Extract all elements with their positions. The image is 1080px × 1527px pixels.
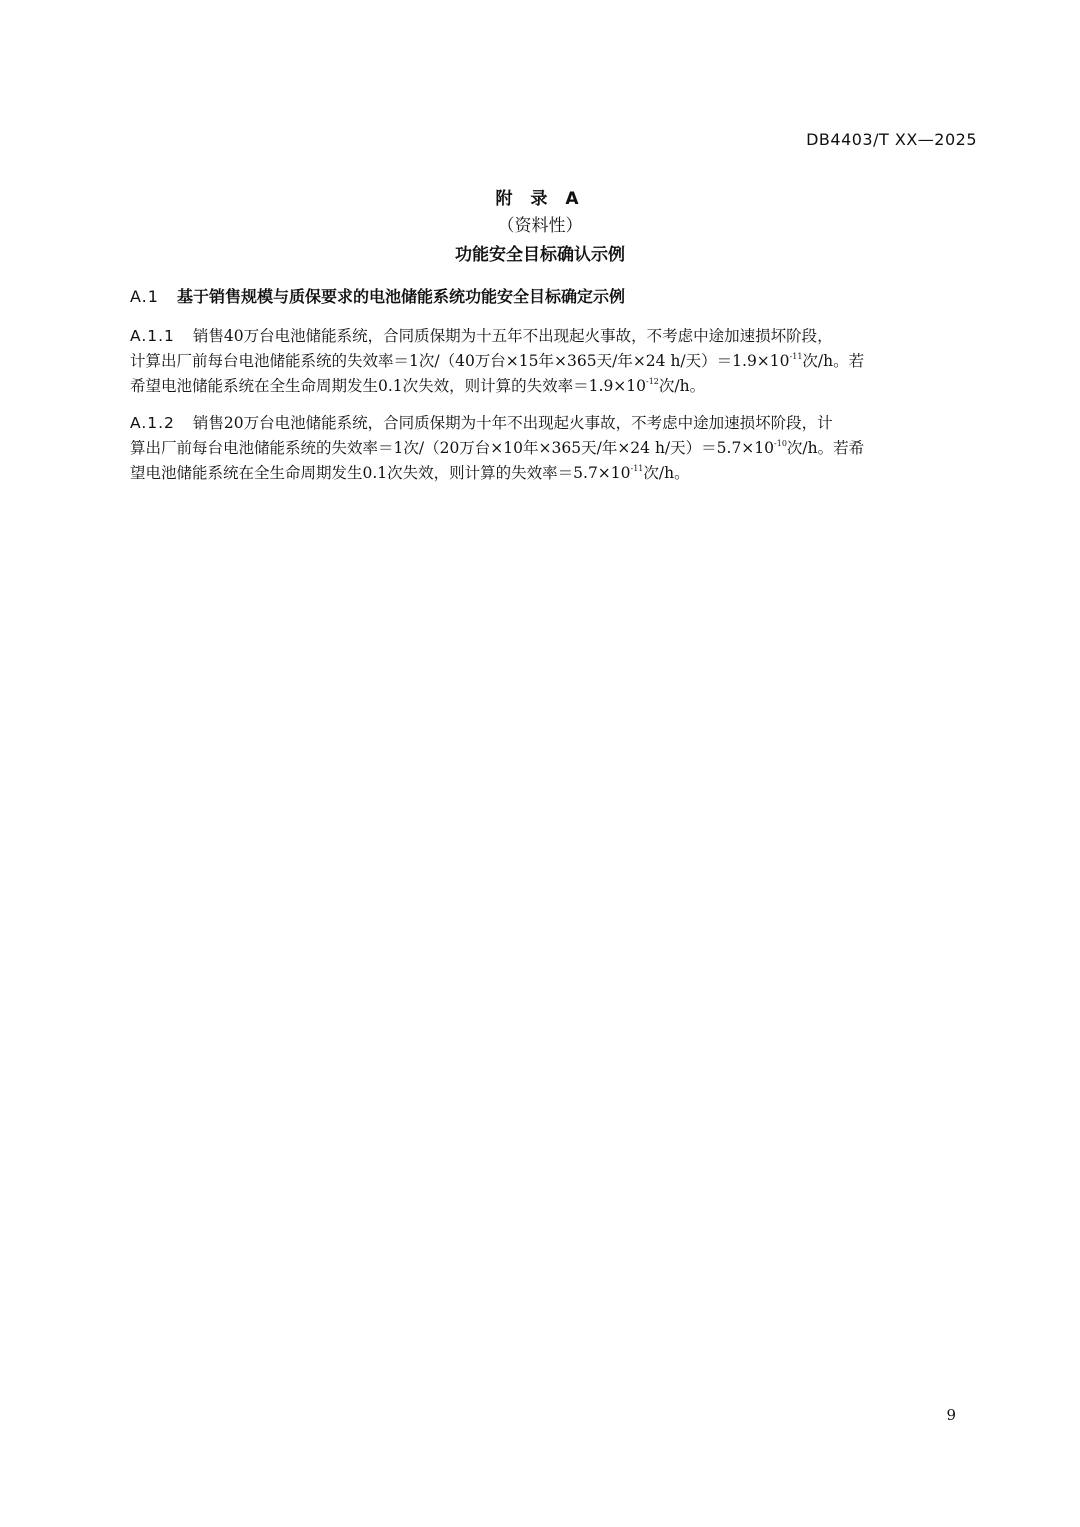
paragraph-text: 次/h。若 [802, 352, 865, 370]
clause-number: A.1.1 [130, 327, 175, 345]
page-number: 9 [946, 1406, 956, 1424]
paragraph-text: 算出厂前每台电池储能系统的失效率＝1次/（20万台×10年×365天/年×24 h/天）＝5.7×10 [130, 439, 775, 457]
paragraph-a-1-1 [130, 324, 978, 399]
exponent: -11 [630, 464, 644, 473]
paragraph-line [130, 461, 978, 486]
clause-number: A.1.2 [130, 414, 175, 432]
paragraph-line [130, 324, 978, 349]
exponent: -12 [646, 377, 659, 386]
section-number: A.1 [130, 287, 159, 306]
section-title: 基于销售规模与质保要求的电池储能系统功能安全目标确定示例 [176, 287, 625, 306]
paragraph-line [130, 349, 978, 374]
exponent: -11 [789, 352, 803, 361]
appendix-title: 附 录 A [495, 189, 585, 209]
paragraph-text: 销售20万台电池储能系统，合同质保期为十年不出现起火事故，不考虑中途加速损坏阶段，计 [192, 414, 833, 432]
paragraph-line [130, 411, 978, 436]
paragraph-line [130, 436, 978, 461]
appendix-subject: 功能安全目标确认示例 [455, 245, 625, 265]
document-code: DB4403/T XX—2025 [806, 130, 977, 149]
appendix-nature: （资料性） [497, 216, 583, 236]
paragraph-text: 希望电池储能系统在全生命周期发生0.1次失效，则计算的失效率＝1.9×10 [130, 377, 647, 395]
paragraph-a-1-2 [130, 411, 978, 486]
paragraph-text: 次/h。 [643, 464, 690, 482]
paragraph-line [130, 374, 978, 399]
section-heading [130, 284, 625, 307]
paragraph-text: 次/h。 [658, 377, 706, 395]
paragraph-text: 望电池储能系统在全生命周期发生0.1次失效，则计算的失效率＝5.7×10 [130, 464, 631, 482]
exponent: -10 [774, 439, 787, 448]
paragraph-text: 次/h。若希 [786, 439, 865, 457]
paragraph-text: 计算出厂前每台电池储能系统的失效率＝1次/（40万台×15年×365天/年×24 h/天）＝1.9×10 [130, 352, 790, 370]
paragraph-text: 销售40万台电池储能系统，合同质保期为十五年不出现起火事故，不考虑中途加速损坏阶段， [192, 327, 833, 345]
